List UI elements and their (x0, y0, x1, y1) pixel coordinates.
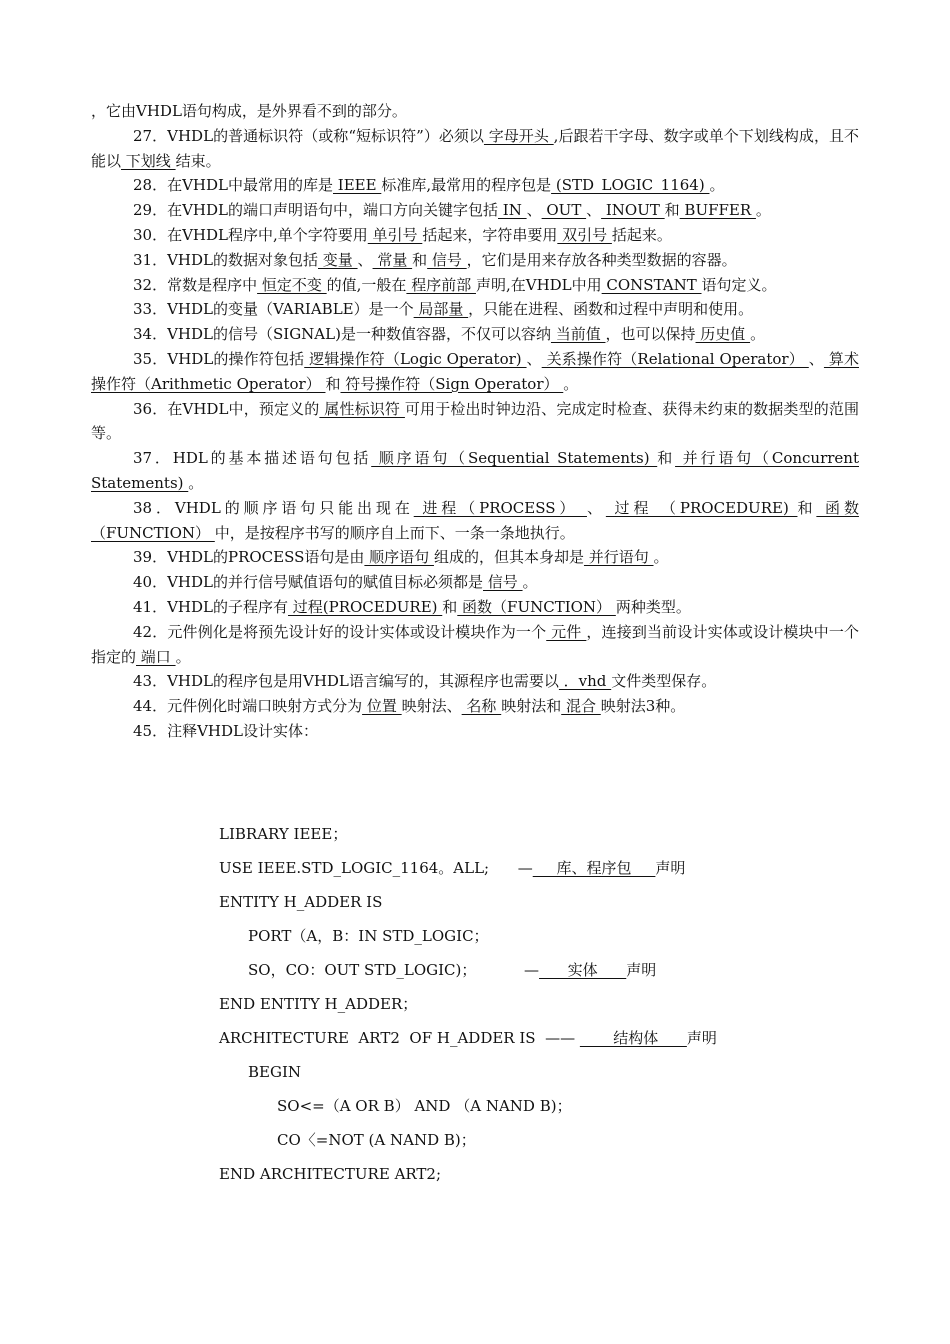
text-run: ，也可以保持 (605, 325, 696, 344)
text-run: 、 (586, 498, 606, 517)
answer-blank: 局部量 (413, 300, 469, 319)
answer-blank: IN (498, 201, 527, 220)
text-run: SO，CO：OUT STD_LOGIC)； — (248, 961, 540, 979)
text-run: 、 (586, 201, 602, 220)
code-line (219, 822, 859, 846)
text-run: END ARCHITECTURE ART2; (219, 1165, 442, 1183)
answer-blank: 函数（FUNCTION） (457, 597, 616, 616)
answer-blank: 位置 (362, 697, 402, 716)
answer-blank: 符号操作符（Sign Operator） (340, 374, 564, 393)
code-line (248, 958, 888, 982)
text-run: 声明 (686, 1029, 717, 1047)
text-run: ，它由VHDL语句构成，是外界看不到的部分。 (91, 102, 407, 120)
question-36 (91, 397, 859, 447)
text-run: 和 (325, 374, 341, 393)
text-run: 、 (526, 201, 542, 220)
text-run: 35．VHDL的操作符包括 (133, 349, 305, 368)
text-run: 和 (664, 201, 680, 220)
question-30 (91, 223, 859, 248)
question-42 (91, 620, 859, 670)
code-line (248, 1060, 888, 1084)
text-run: 中，是按程序书写的顺序自上而下、一条一条地执行。 (214, 523, 575, 542)
answer-blank: IEEE (333, 176, 382, 195)
text-run: SO<=（A OR B） AND （A NAND B)； (277, 1097, 572, 1115)
text-run: 两种类型。 (615, 597, 691, 616)
answer-blank: 程序前部 (406, 275, 476, 294)
answer-blank: 过程 （PROCEDURE) (605, 498, 798, 517)
text-run: 映射法、 (401, 697, 462, 716)
answer-blank: 字母开头 (483, 126, 554, 145)
question-38 (91, 496, 859, 546)
text-run: 和 (442, 597, 458, 616)
code-line (219, 992, 859, 1016)
text-run: ，连接到当前设计实体或设计模块中一个指定的 (91, 622, 859, 666)
text-run: 结束。 (175, 151, 221, 170)
answer-blank: 单引号 (367, 225, 423, 244)
text-run: 40．VHDL的并行信号赋值语句的赋值目标必须都是 (133, 573, 483, 592)
answer-blank: 历史值 (695, 325, 751, 344)
text-run: PORT（A，B：IN STD_LOGIC； (248, 927, 489, 945)
text-run: ENTITY H_ADDER IS (219, 893, 383, 911)
answer-blank: 端口 (136, 647, 176, 666)
text-run: 39．VHDL的PROCESS语句是由 (133, 548, 365, 567)
question-41 (91, 595, 859, 620)
question-35 (91, 347, 859, 397)
code-line (219, 1026, 859, 1050)
text-run: 32．常数是程序中 (133, 275, 258, 294)
text-run: END ENTITY H_ADDER； (219, 995, 418, 1013)
text-run: ARCHITECTURE ART2 OF H_ADDER IS —— (219, 1029, 580, 1047)
text-run: CO〈=NOT (A NAND B)； (277, 1131, 476, 1149)
text-run: 、 (357, 250, 373, 269)
answer-blank: 逻辑操作符（Logic Operator) (304, 349, 527, 368)
paragraph-continuation (91, 99, 859, 124)
question-29 (91, 198, 859, 223)
question-44 (91, 694, 859, 719)
answer-blank: 并行语句 (583, 548, 654, 567)
text-run: 括起来，字符串要用 (422, 225, 558, 244)
text-run: 43．VHDL的程序包是用VHDL语言编写的，其源程序也需要以 (133, 672, 559, 691)
answer-blank: 下划线 (121, 151, 176, 170)
text-run: 。 (522, 573, 538, 592)
answer-blank: 过程(PROCEDURE) (288, 597, 443, 616)
text-run: 28．在VHDL中最常用的库是 (133, 176, 333, 195)
text-run: 34．VHDL的信号（SIGNAL)是一种数值容器，不仅可以容纳 (133, 325, 551, 344)
text-run: ，只能在进程、函数和过程中声明和使用。 (468, 300, 754, 319)
question-27 (91, 124, 859, 174)
text-run: 36．在VHDL中，预定义的 (133, 399, 320, 418)
question-37 (91, 446, 859, 496)
answer-blank: (STD_LOGIC_1164) (551, 176, 710, 195)
text-run: 声明 (655, 859, 686, 877)
text-run: 映射法和 (501, 697, 562, 716)
code-line (277, 1128, 917, 1152)
text-run: 文件类型保存。 (611, 672, 717, 691)
answer-blank: 并行语句（Concurrent Statements) (91, 449, 859, 492)
text-run: 31．VHDL的数据对象包括 (133, 250, 318, 269)
answer-blank: 函数（FUNCTION） (91, 498, 859, 542)
answer-blank: 库、程序包 (532, 859, 656, 877)
text-run: 。 (563, 374, 579, 393)
text-run: 。 (709, 176, 725, 195)
text-run: LIBRARY IEEE； (219, 825, 348, 843)
question-39 (91, 545, 859, 570)
code-line (219, 856, 859, 880)
text-run: USE IEEE.STD_LOGIC_1164。ALL; — (219, 859, 533, 877)
answer-blank: INOUT (601, 201, 665, 220)
question-45 (91, 719, 859, 744)
text-run: 29．在VHDL的端口声明语句中，端口方向关键字包括 (133, 201, 498, 220)
question-28 (91, 173, 859, 198)
text-run: 可用于检出时钟边沿、完成定时检查、获得未约束的数据类型的范围等。 (91, 399, 859, 443)
text-run: 。 (188, 473, 204, 492)
text-run: 37．HDL的基本描述语句包括 (133, 449, 372, 468)
question-34 (91, 322, 859, 347)
answer-blank: 信号 (427, 250, 467, 269)
answer-blank: 变量 (318, 250, 358, 269)
text-run: 声明,在VHDL中用 (475, 275, 602, 294)
answer-blank: 常量 (372, 250, 413, 269)
text-run: 30．在VHDL程序中,单个字符要用 (133, 225, 368, 244)
text-run: 语句定义。 (701, 275, 777, 294)
answer-blank: ．vhd (558, 672, 612, 691)
text-run: 组成的，但其本身却是 (433, 548, 584, 567)
text-run: 44．元件例化时端口映射方式分为 (133, 697, 363, 716)
answer-blank: 进程（PROCESS） (413, 498, 587, 517)
answer-blank: 恒定不变 (257, 275, 327, 294)
text-run: 42．元件例化是将预先设计好的设计实体或设计模块作为一个 (133, 622, 547, 641)
answer-blank: 名称 (461, 697, 502, 716)
text-run: 。 (175, 647, 191, 666)
text-run: 、 (526, 349, 542, 368)
text-run: 。 (653, 548, 669, 567)
question-33 (91, 297, 859, 322)
answer-blank: OUT (541, 201, 587, 220)
answer-blank: 混合 (561, 697, 601, 716)
text-run: 映射法3种。 (600, 697, 686, 716)
text-run: 的值,一般在 (326, 275, 407, 294)
answer-blank: CONSTANT (601, 275, 702, 294)
answer-blank: 结构体 (579, 1029, 687, 1047)
text-run: 括起来。 (611, 225, 672, 244)
answer-blank: 元件 (546, 622, 587, 641)
text-run: 33．VHDL的变量（VARIABLE）是一个 (133, 300, 414, 319)
text-run: ，它们是用来存放各种类型数据的容器。 (466, 250, 737, 269)
answer-blank: 实体 (539, 961, 627, 979)
question-list (91, 99, 859, 744)
answer-blank: 双引号 (557, 225, 612, 244)
text-run: 38．VHDL的顺序语句只能出现在 (133, 498, 414, 517)
answer-blank: 顺序语句 (364, 548, 434, 567)
answer-blank: 当前值 (550, 325, 606, 344)
question-32 (91, 273, 859, 298)
text-run: 45．注释VHDL设计实体： (133, 721, 318, 740)
text-run: 。 (750, 325, 766, 344)
text-run: 和 (657, 449, 676, 468)
text-run: 、 (808, 349, 824, 368)
text-run: BEGIN (248, 1063, 302, 1081)
question-40 (91, 570, 859, 595)
code-line (248, 924, 888, 948)
text-run: 和 (412, 250, 428, 269)
answer-blank: 算术操作符（Arithmetic Operator） (91, 349, 859, 393)
text-run: 声明 (626, 961, 657, 979)
code-line (277, 1094, 917, 1118)
text-run: 和 (797, 498, 817, 517)
text-run: 41．VHDL的子程序有 (133, 597, 288, 616)
answer-blank: 属性标识符 (319, 399, 405, 418)
text-run: ,后跟若干字母、数字或单个下划线构成，且不能以 (91, 126, 860, 170)
answer-blank: 关系操作符（Relational Operator） (541, 349, 809, 368)
text-run: 标准库,最常用的程序包是 (381, 176, 552, 195)
question-31 (91, 248, 859, 273)
answer-blank: 信号 (483, 573, 523, 592)
text-run: 。 (755, 201, 771, 220)
code-line (219, 890, 859, 914)
answer-blank: 顺序语句（Sequential Statements) (371, 449, 658, 468)
code-line (219, 1162, 859, 1186)
text-run: 27．VHDL的普通标识符（或称“短标识符”）必须以 (133, 126, 484, 145)
answer-blank: BUFFER (679, 201, 756, 220)
question-43 (91, 669, 859, 694)
